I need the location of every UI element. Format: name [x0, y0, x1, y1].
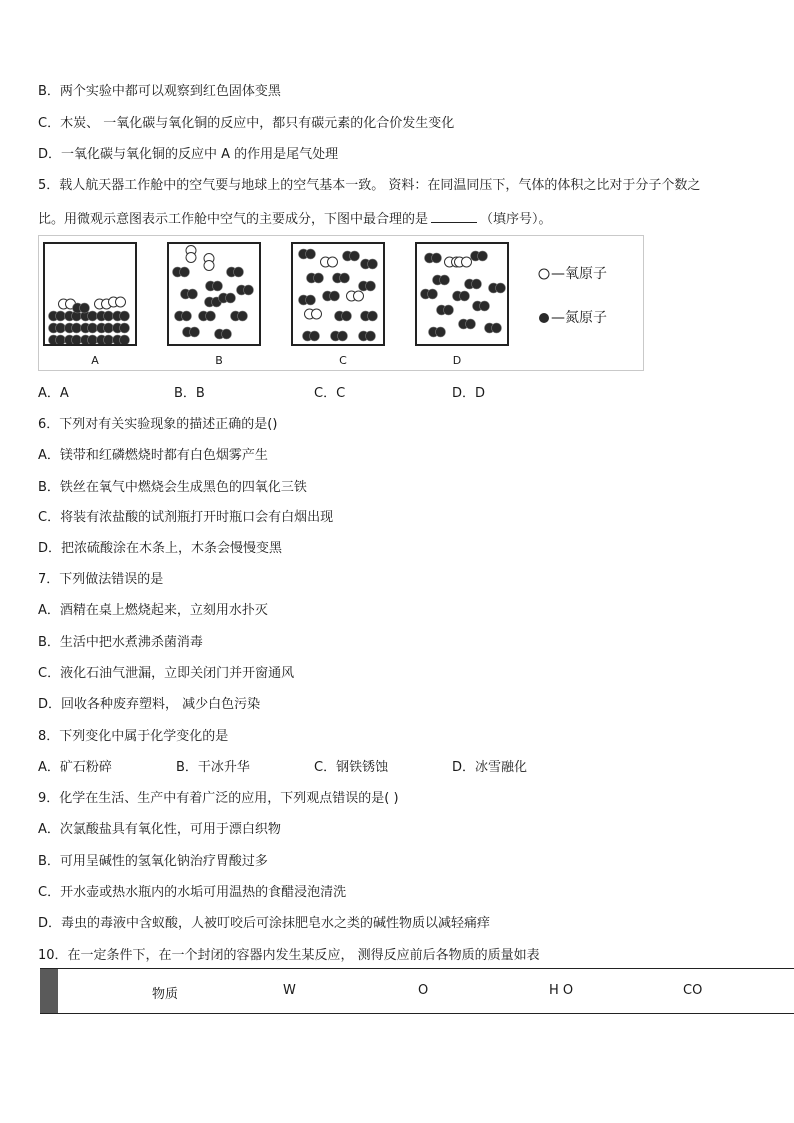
nitrogen-molecule: [361, 311, 378, 321]
answer-blank: [431, 210, 477, 223]
nitrogen-molecule: [335, 311, 352, 321]
oxygen-molecule: [321, 257, 338, 267]
nitrogen-molecule: [231, 311, 248, 321]
nitrogen-molecule: [97, 311, 114, 321]
q5-figure: [38, 235, 644, 371]
q10-stem: 10．在一定条件下，在一个封闭的容器内发生某反应， 测得反应前后各物质的质量如表: [38, 948, 540, 963]
q4-option-c: C．木炭、 一氧化碳与氧化铜的反应中，都只有碳元素的化合价发生变化: [38, 116, 455, 131]
oxygen-molecule: [347, 291, 364, 301]
nitrogen-molecule: [113, 335, 130, 344]
nitrogen-molecule: [49, 311, 66, 321]
nitrogen-molecule: [97, 335, 114, 344]
q8-option-c: C．钢铁锈蚀: [314, 760, 389, 775]
q5-stem-suffix: （填序号）。: [480, 212, 552, 227]
oxygen-molecule: [204, 254, 214, 271]
diagram-box-b: [167, 242, 261, 346]
nitrogen-molecule: [175, 311, 192, 321]
diagram-box-d: [415, 242, 509, 346]
q7-stem: 7．下列做法错误的是: [38, 572, 164, 587]
nitrogen-molecule: [429, 327, 446, 337]
table-header-w: W: [283, 983, 296, 998]
nitrogen-molecule: [361, 259, 378, 269]
nitrogen-molecule: [219, 293, 236, 303]
nitrogen-molecule: [299, 249, 316, 259]
q8-stem: 8．下列变化中属于化学变化的是: [38, 729, 229, 744]
nitrogen-molecule: [359, 281, 376, 291]
table-header-o: O: [418, 983, 429, 998]
q9-option-c: C．开水壶或热水瓶内的水垢可用温热的食醋浸泡清洗: [38, 885, 347, 900]
q9-stem: 9．化学在生活、生产中有着广泛的应用，下列观点错误的是( ): [38, 791, 399, 806]
q8-option-d: D．冰雪融化: [452, 760, 528, 775]
q6-option-a: A．镁带和红磷燃烧时都有白色烟雾产生: [38, 448, 268, 463]
nitrogen-molecule: [425, 253, 442, 263]
table-stub: [40, 969, 58, 1013]
legend-nitrogen: [537, 307, 607, 327]
q7-option-a: A．酒精在桌上燃烧起来，立刻用水扑灭: [38, 603, 268, 618]
nitrogen-molecule: [421, 289, 438, 299]
nitrogen-molecule: [215, 329, 232, 339]
nitrogen-molecule: [237, 285, 254, 295]
nitrogen-molecule: [333, 273, 350, 283]
q5-option-b: B．B: [174, 386, 205, 401]
q6-stem: 6．下列对有关实验现象的描述正确的是(): [38, 417, 278, 432]
nitrogen-molecule: [49, 335, 66, 344]
oxygen-molecule: [109, 297, 126, 307]
figure-label-a: A: [91, 354, 99, 367]
q9-option-b: B．可用呈碱性的氢氧化钠治疗胃酸过多: [38, 854, 268, 869]
nitrogen-molecule: [433, 275, 450, 285]
q7-option-d: D．回收各种废弃塑料， 减少白色污染: [38, 697, 261, 712]
q5-stem-text: 比。用微观示意图表示工作舱中空气的主要成分，下图中最合理的是: [38, 212, 429, 227]
nitrogen-molecule: [73, 303, 90, 313]
oxygen-atom-icon: [537, 267, 551, 281]
nitrogen-molecule: [81, 323, 98, 333]
nitrogen-molecule: [81, 335, 98, 344]
q6-option-c: C．将装有浓盐酸的试剂瓶打开时瓶口会有白烟出现: [38, 510, 334, 525]
nitrogen-molecule: [183, 327, 200, 337]
legend-oxygen-label: —氧原子: [551, 266, 607, 282]
oxygen-molecule: [186, 246, 196, 263]
q6-option-d: D．把浓硫酸涂在木条上，木条会慢慢变黑: [38, 541, 283, 556]
q7-option-b: B．生活中把水煮沸杀菌消毒: [38, 635, 203, 650]
nitrogen-molecule: [113, 323, 130, 333]
figure-label-d: D: [452, 354, 462, 367]
nitrogen-molecule: [307, 273, 324, 283]
nitrogen-molecule: [65, 335, 82, 344]
nitrogen-molecule: [299, 295, 316, 305]
table-header-co: CO: [683, 983, 703, 998]
nitrogen-molecule: [181, 289, 198, 299]
nitrogen-molecule: [65, 323, 82, 333]
nitrogen-molecule: [473, 301, 490, 311]
nitrogen-molecule: [485, 323, 502, 333]
legend-nitrogen-label: —氮原子: [551, 310, 607, 326]
nitrogen-molecule: [359, 331, 376, 341]
legend-oxygen: [537, 263, 607, 283]
nitrogen-molecule: [199, 311, 216, 321]
nitrogen-molecule: [343, 251, 360, 261]
nitrogen-molecule: [437, 305, 454, 315]
diagram-box-a: [43, 242, 137, 346]
q10-mass-table: [40, 968, 794, 1014]
nitrogen-molecule: [227, 267, 244, 277]
nitrogen-molecule: [49, 323, 66, 333]
q5-option-a: A．A: [38, 386, 69, 401]
oxygen-molecule: [455, 257, 472, 267]
q7-option-c: C．液化石油气泄漏，立即关闭门并开窗通风: [38, 666, 295, 681]
q5-stem-line2: [38, 210, 552, 228]
figure-label-b: B: [215, 354, 223, 367]
nitrogen-molecule: [303, 331, 320, 341]
nitrogen-molecule: [471, 251, 488, 261]
q6-option-b: B．铁丝在氧气中燃烧会生成黑色的四氧化三铁: [38, 480, 307, 495]
nitrogen-molecule: [489, 283, 506, 293]
table-header-h2o: H O: [549, 983, 574, 998]
q8-option-a: A．矿石粉碎: [38, 760, 112, 775]
nitrogen-molecule: [465, 279, 482, 289]
figure-label-c: C: [339, 354, 347, 367]
q9-option-d: D．毒虫的毒液中含蚁酸，人被叮咬后可涂抹肥皂水之类的碱性物质以减轻痛痒: [38, 916, 491, 931]
nitrogen-molecule: [206, 281, 223, 291]
nitrogen-molecule: [173, 267, 190, 277]
nitrogen-molecule: [453, 291, 470, 301]
q5-option-d: D．D: [452, 386, 486, 401]
q4-option-d: D．一氧化碳与氧化铜的反应中 A 的作用是尾气处理: [38, 147, 339, 162]
q8-option-b: B．干冰升华: [176, 760, 250, 775]
table-header-substance: 物质: [152, 987, 179, 1002]
diagram-box-c: [291, 242, 385, 346]
nitrogen-molecule: [97, 323, 114, 333]
nitrogen-molecule: [331, 331, 348, 341]
oxygen-molecule: [305, 309, 322, 319]
nitrogen-molecule: [323, 291, 340, 301]
q4-option-b: B．两个实验中都可以观察到红色固体变黑: [38, 84, 281, 99]
nitrogen-molecule: [459, 319, 476, 329]
q9-option-a: A．次氯酸盐具有氧化性，可用于漂白织物: [38, 822, 281, 837]
nitrogen-atom-icon: [537, 311, 551, 325]
nitrogen-molecule: [113, 311, 130, 321]
q5-stem-line1: 5．载人航天器工作舱中的空气要与地球上的空气基本一致。 资料：在同温同压下，气体的体积之比对于分子个数之: [38, 178, 701, 193]
q5-option-c: C．C: [314, 386, 346, 401]
